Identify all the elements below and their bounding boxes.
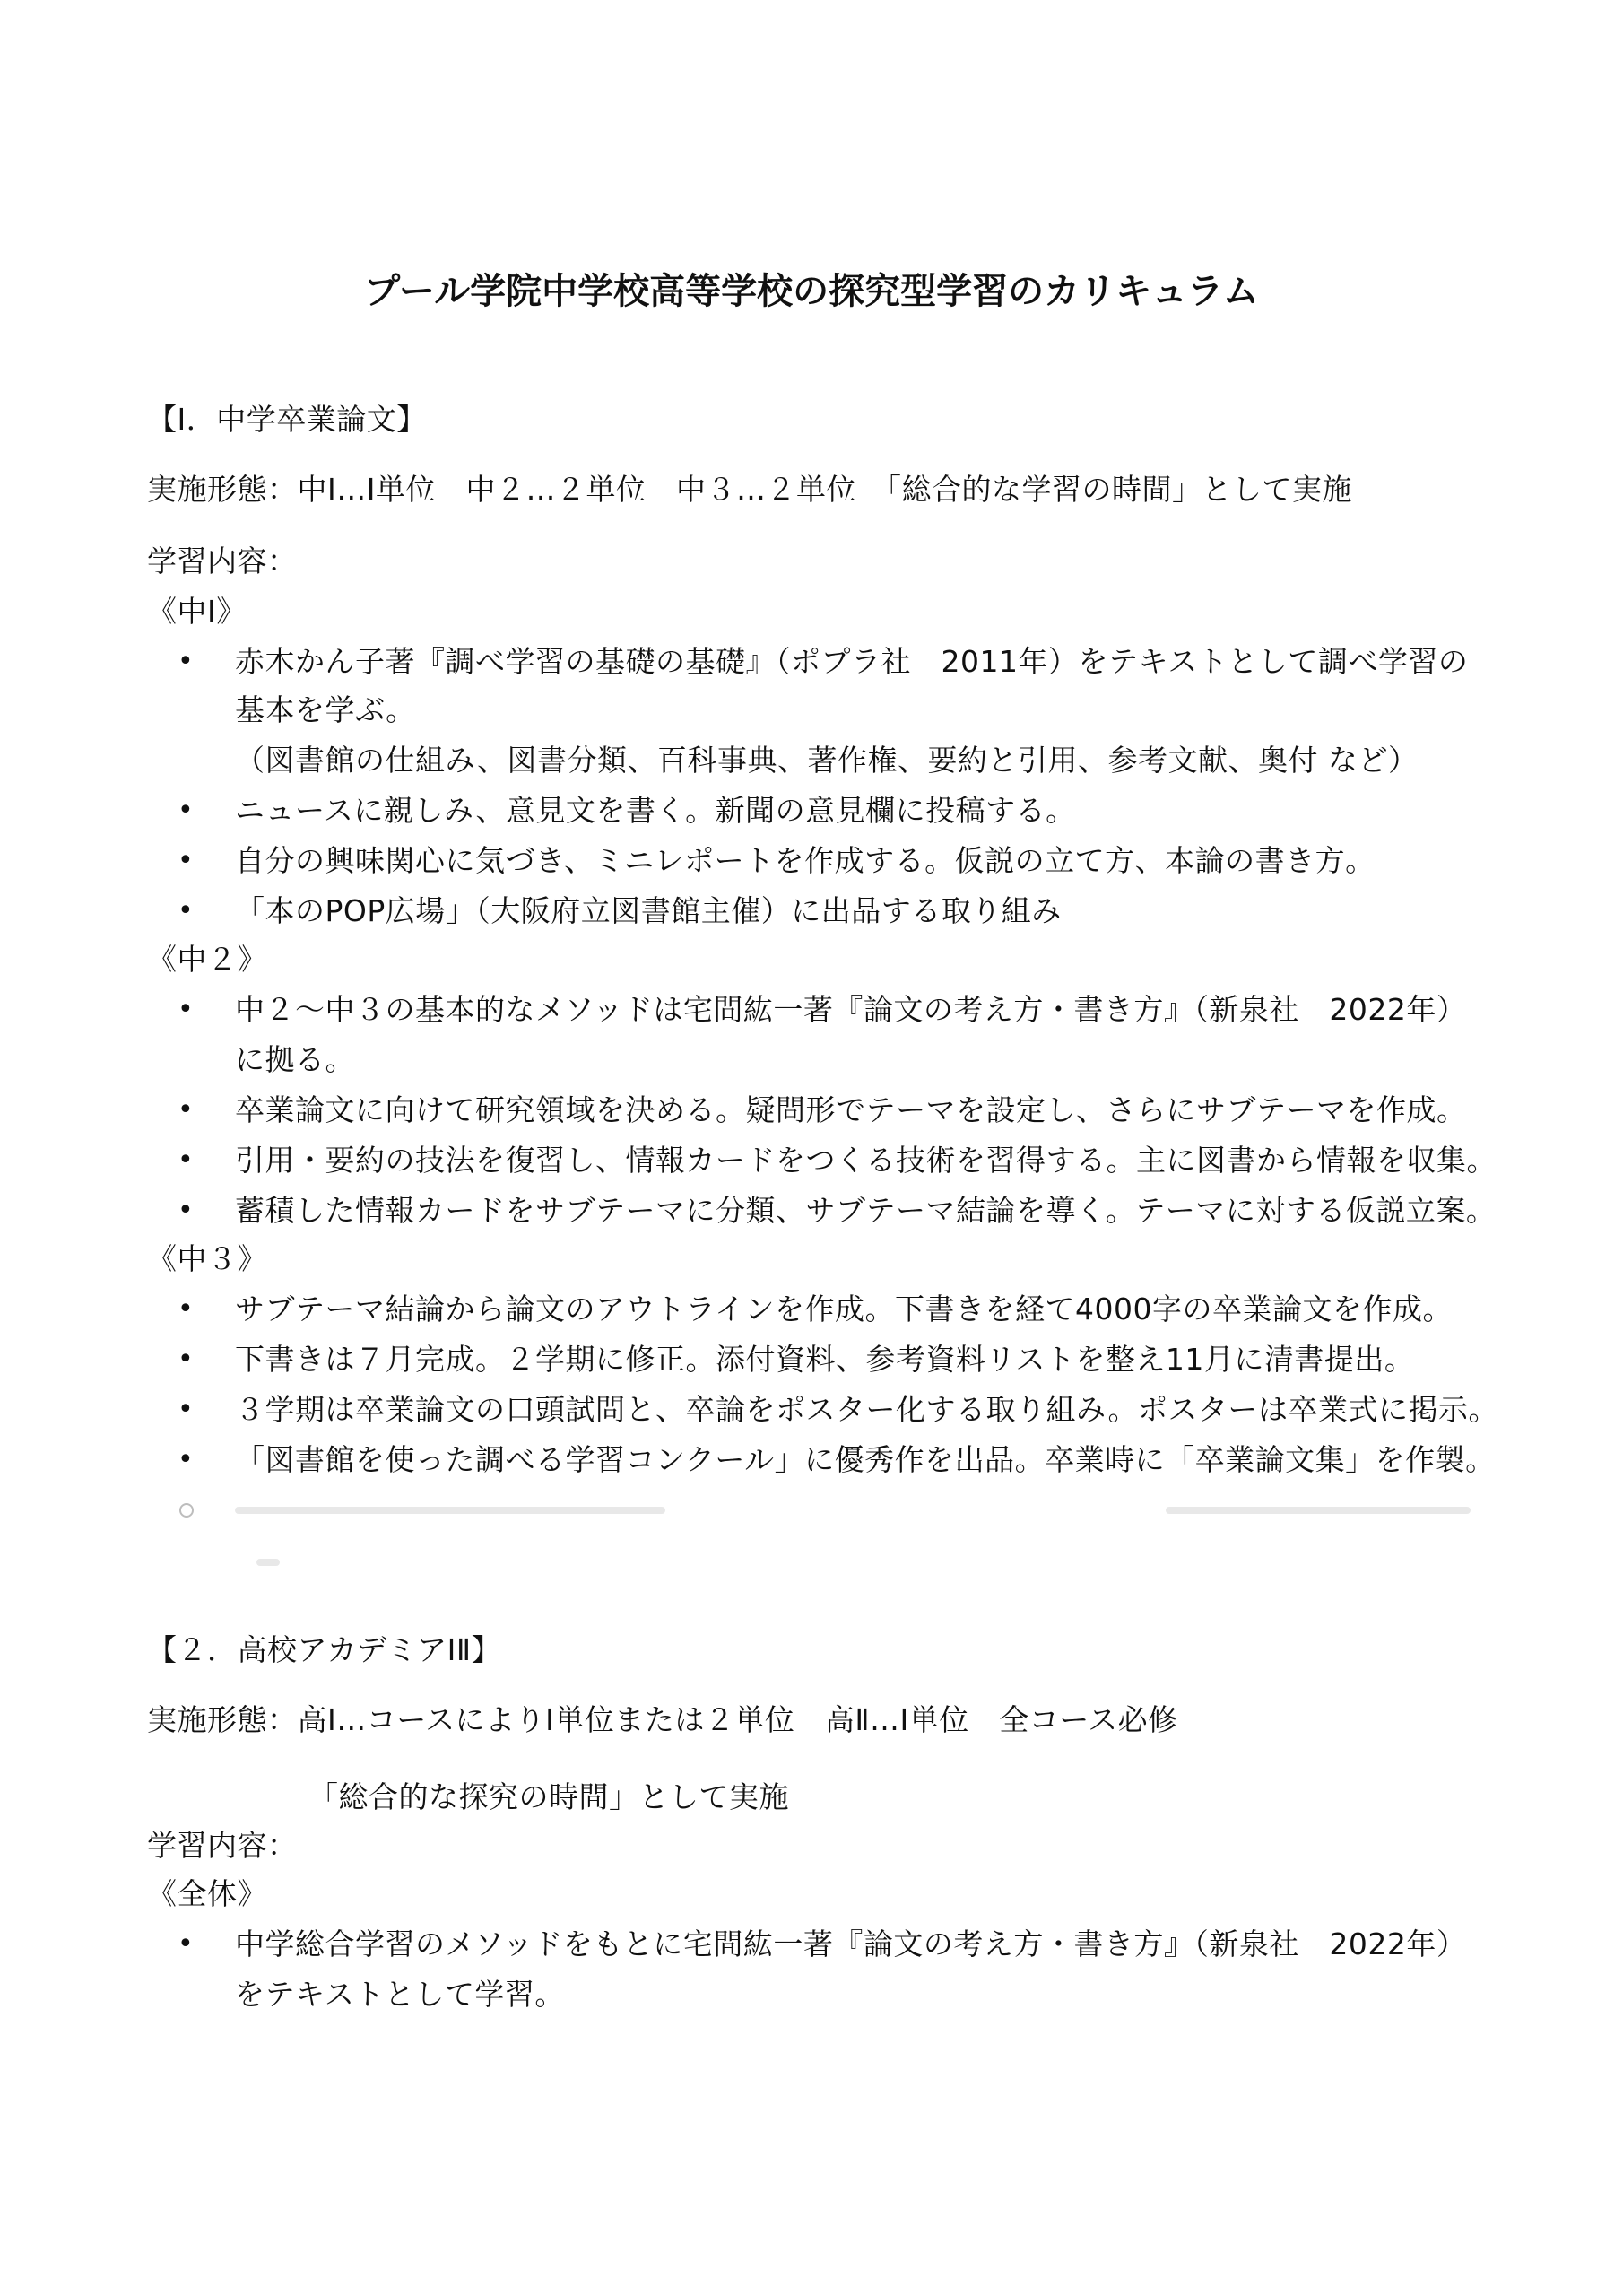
page-title: プール学院中学校高等学校の探究型学習のカリキュラム [364,271,1259,312]
bullet-marker: • [178,1293,194,1325]
bullet-marker: • [178,1394,194,1425]
section1-format: 実施形態：中Ⅰ…Ⅰ単位 中２…２単位 中３…２単位 「総合的な学習の時間」として実施 [147,472,1352,507]
faded-text [256,1559,280,1566]
bullet-marker: • [178,1444,194,1475]
grade2-item-1: 中２～中３の基本的なメソッドは宅間紘一著『論文の考え方・書き方』（新泉社 2022年） [235,992,1467,1027]
grade1-item-2: ニュースに親しみ、意見文を書く。新聞の意見欄に投稿する。 [235,793,1076,828]
faded-bullet [179,1503,194,1518]
grade1-item-1-cont: 基本を学ぶ。 [235,692,416,727]
bullet-marker: • [178,1094,194,1126]
section1-content-label: 学習内容： [147,544,298,578]
grade1-item-1: 赤木かん子著『調べ学習の基礎の基礎』（ポプラ社 2011年）をテキストとして調べ学習の [235,644,1469,679]
grade1-label: 《中Ⅰ》 [147,594,247,629]
faded-text [235,1507,665,1514]
grade3-item-2: 下書きは７月完成。２学期に修正。添付資料、参考資料リストを整え11月に清書提出。 [235,1342,1415,1377]
grade1-item-4: 「本のPOP広場」（大阪府立図書館主催）に出品する取り組み [235,893,1062,928]
grade2-item-3: 引用・要約の技法を復習し、情報カードをつくる技術を習得する。主に図書から情報を収集。 [235,1143,1497,1178]
grade1-item-1-note: （図書館の仕組み、図書分類、百科事典、著作権、要約と引用、参考文献、奥付 など） [235,743,1419,778]
section2-format: 実施形態：高Ⅰ…コースによりⅠ単位または２単位 高Ⅱ…Ⅰ単位 全コース必修 [147,1702,1178,1737]
grade1-item-3: 自分の興味関心に気づき、ミニレポートを作成する。仮説の立て方、本論の書き方。 [235,843,1376,878]
section2-content-label: 学習内容： [147,1828,298,1863]
section2-heading: 【２．高校アカデミアⅠⅡ】 [147,1632,502,1667]
grade2-label: 《中２》 [147,942,267,977]
section1-heading: 【Ⅰ．中学卒業論文】 [147,402,427,437]
bullet-marker: • [178,1928,194,1960]
section2-item-1: 中学総合学習のメソッドをもとに宅間紘一著『論文の考え方・書き方』（新泉社 2022年） [235,1926,1467,1961]
section2-format-cont: 「総合的な探究の時間」として実施 [308,1779,789,1814]
section2-item-1-cont: をテキストとして学習。 [235,1977,565,2012]
grade2-item-1-cont: に拠る。 [235,1042,355,1077]
bullet-marker: • [178,895,194,926]
grade3-item-1: サブテーマ結論から論文のアウトラインを作成。下書きを経て4000字の卒業論文を作成。 [235,1292,1453,1326]
grade3-item-4: 「図書館を使った調べる学習コンクール」に優秀作を出品。卒業時に「卒業論文集」を作製。 [235,1442,1496,1477]
bullet-marker: • [178,795,194,826]
bullet-marker: • [178,646,194,677]
grade2-item-2: 卒業論文に向けて研究領域を決める。疑問形でテーマを設定し、さらにサブテーマを作成。 [235,1092,1467,1127]
bullet-marker: • [178,1344,194,1375]
bullet-marker: • [178,845,194,876]
grade3-item-3: ３学期は卒業論文の口頭試問と、卒論をポスター化する取り組み。ポスターは卒業式に掲示。 [235,1392,1498,1427]
grade2-item-4: 蓄積した情報カードをサブテーマに分類、サブテーマ結論を導く。テーマに対する仮説立案。 [235,1193,1497,1228]
bullet-marker: • [178,1144,194,1176]
bullet-marker: • [178,1195,194,1226]
grade3-label: 《中３》 [147,1241,267,1276]
faded-text [1166,1507,1471,1514]
bullet-marker: • [178,994,194,1025]
section2-all-label: 《全体》 [147,1876,267,1911]
